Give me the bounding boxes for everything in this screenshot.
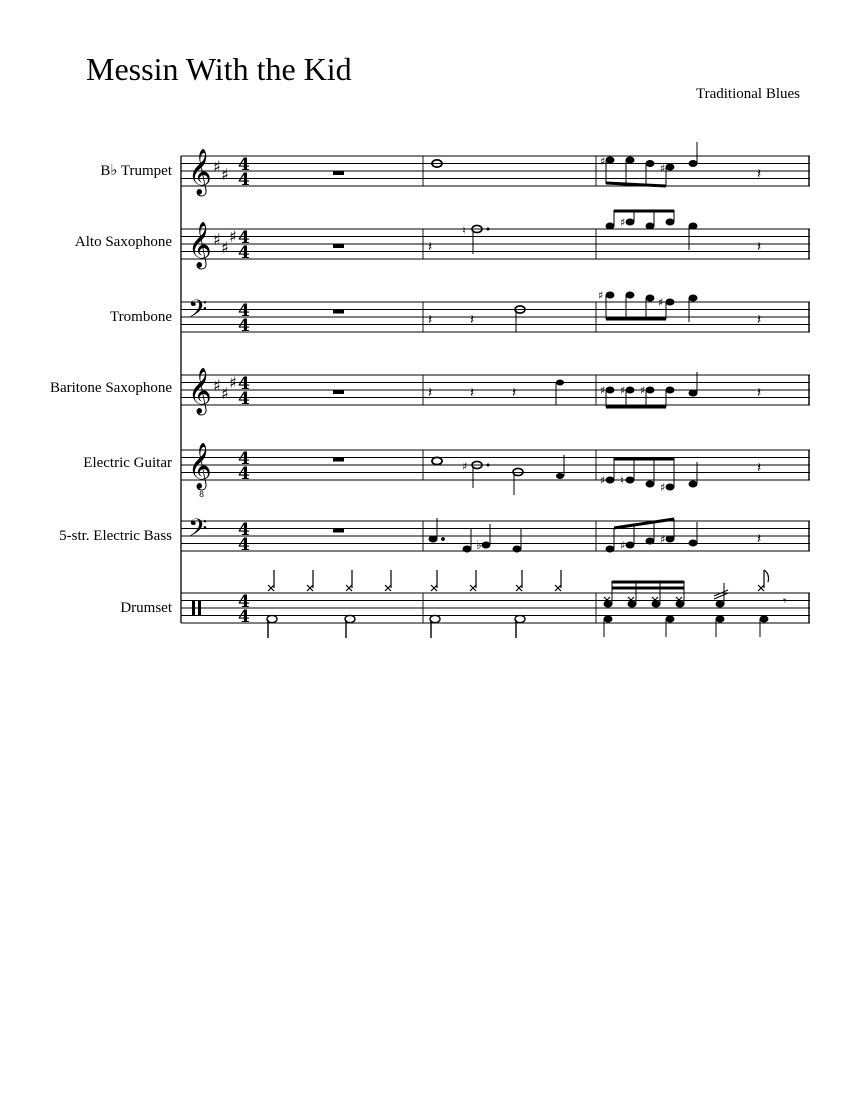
drum-beamed-notes [604, 581, 768, 637]
sharp-icon: ♯ [221, 238, 229, 257]
bass-notes-m2 [429, 518, 521, 552]
staff-guitar [181, 443, 810, 499]
sharp-icon: ♯ [462, 460, 468, 473]
sharp-icon: ♯ [213, 230, 221, 249]
instrument-label-bass: 5-str. Electric Bass [59, 528, 172, 544]
instrument-label-drumset: Drumset [120, 600, 172, 616]
quarter-rest: 𝄽 [470, 312, 475, 328]
sharp-icon: ♯ [229, 227, 237, 246]
quarter-rest: 𝄽 [428, 312, 433, 328]
staff-bari-sax [181, 368, 810, 416]
time-sig-top: 4 [238, 449, 250, 469]
quarter-rest: 𝄽 [757, 460, 762, 476]
time-sig-top: 4 [238, 228, 250, 248]
staff-alto-sax [181, 210, 810, 270]
eighth-rest: 𝄾 [783, 594, 787, 609]
whole-rest [333, 529, 344, 533]
sharp-icon: ♯ [660, 162, 666, 175]
time-sig-top: 4 [238, 592, 250, 612]
staff-drumset [181, 570, 810, 638]
instrument-label-guitar: Electric Guitar [83, 455, 172, 471]
staff-trumpet [181, 142, 810, 197]
score-title: Messin With the Kid [86, 51, 352, 87]
time-sig-bottom: 4 [238, 464, 250, 484]
instrument-label-alto-sax: Alto Saxophone [74, 234, 172, 250]
beamed-notes [606, 292, 697, 322]
sharp-icon: ♯ [598, 289, 604, 302]
quarter-note [556, 380, 564, 386]
sharp-icon: ♯ [229, 373, 237, 392]
instrument-label-trumpet: B♭ Trumpet [100, 163, 172, 179]
quarter-note [556, 473, 564, 479]
quarter-rest: 𝄽 [428, 385, 433, 401]
sharp-icon: ♯ [213, 376, 221, 395]
time-sig-top: 4 [238, 374, 250, 394]
natural-icon: ♮ [462, 224, 466, 237]
time-sig-bottom: 4 [238, 535, 250, 555]
quarter-rest: 𝄽 [428, 239, 433, 255]
bass-drum-halves [267, 615, 525, 638]
whole-rest [333, 171, 344, 175]
staff-trombone [181, 289, 810, 336]
whole-note [432, 457, 442, 464]
sharp-icon: ♯ [658, 296, 664, 309]
treble-clef-icon: 𝄞 [188, 149, 212, 195]
staff-bass [181, 514, 810, 555]
time-sig-bottom: 4 [238, 243, 250, 263]
sharp-icon: ♯ [221, 384, 229, 403]
beamed-notes [606, 142, 697, 186]
sharp-icon: ♯ [620, 216, 626, 229]
sharp-icon: ♯ [221, 165, 229, 184]
time-sig-top: 4 [238, 155, 250, 175]
whole-rest [333, 458, 344, 462]
quarter-rest: 𝄽 [757, 531, 762, 547]
bass-clef-icon: 𝄢 [188, 514, 208, 549]
treble-clef-icon: 𝄞 [188, 368, 212, 414]
hihat-row [268, 570, 769, 591]
quarter-rest: 𝄽 [470, 385, 475, 401]
time-sig-top: 4 [238, 301, 250, 321]
whole-rest [333, 310, 344, 314]
composer: Traditional Blues [695, 86, 800, 102]
time-sig-bottom: 4 [238, 389, 250, 409]
sharp-icon: ♯ [600, 155, 606, 168]
quarter-rest: 𝄽 [757, 385, 762, 401]
sharp-icon: ♯ [620, 384, 626, 397]
instrument-label-bari-sax: Baritone Saxophone [49, 380, 172, 396]
quarter-rest: 𝄽 [757, 166, 762, 182]
whole-rest [333, 390, 344, 394]
sharp-icon: ♯ [213, 157, 221, 176]
sharp-icon: ♯ [600, 474, 606, 487]
sharp-icon: ♯ [640, 384, 646, 397]
bass-clef-icon: 𝄢 [188, 295, 208, 330]
sharp-icon: ♯ [660, 533, 666, 546]
flat-icon: ♭ [476, 538, 482, 552]
instrument-label-trombone: Trombone [110, 309, 172, 325]
whole-rest [333, 244, 344, 248]
quarter-rest: 𝄽 [512, 385, 517, 401]
time-sig-bottom: 4 [238, 170, 250, 190]
sharp-icon: ♯ [600, 384, 606, 397]
time-sig-top: 4 [238, 520, 250, 540]
time-sig-bottom: 4 [238, 607, 250, 627]
treble-clef-icon: 𝄞 [188, 222, 212, 268]
natural-icon: ♮ [620, 474, 624, 487]
quarter-rest: 𝄽 [757, 312, 762, 328]
octave-indicator: 8 [199, 490, 205, 499]
sharp-icon: ♯ [620, 539, 626, 552]
quarter-rest: 𝄽 [757, 239, 762, 255]
treble-clef-icon: 𝄞 [188, 443, 212, 489]
time-sig-bottom: 4 [238, 316, 250, 336]
sharp-icon: ♯ [660, 481, 666, 494]
